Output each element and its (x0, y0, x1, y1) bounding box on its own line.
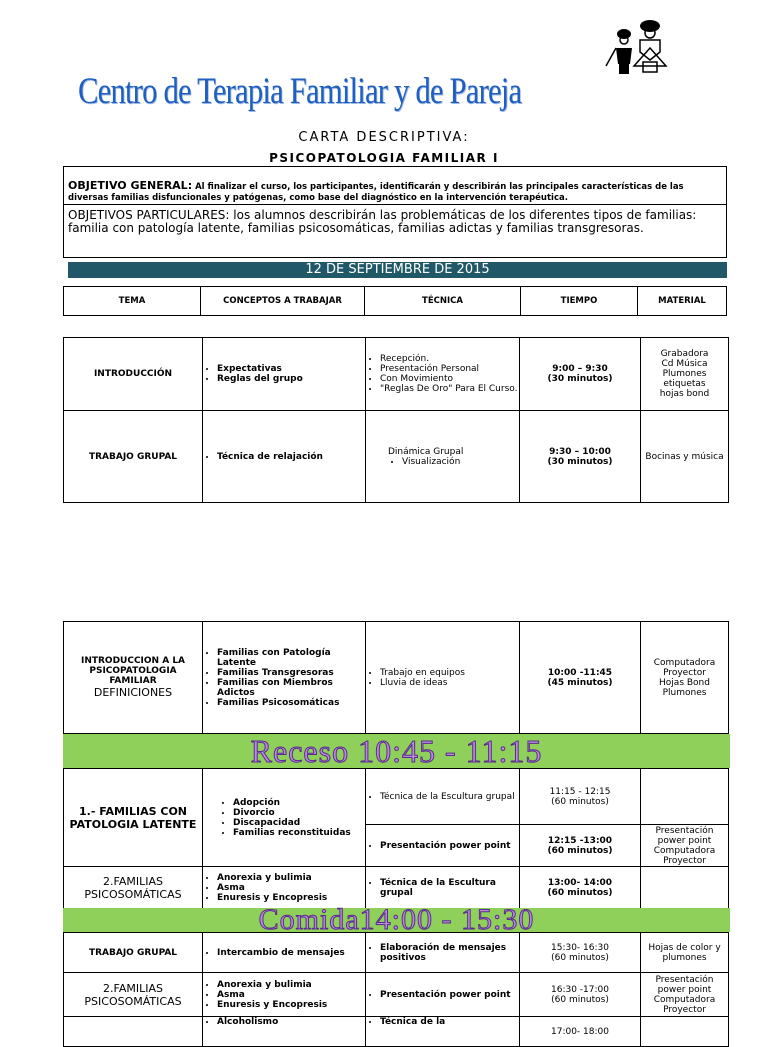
list-item: • Técnica de la (380, 1017, 519, 1027)
tema-line: PSICOSOMÁTICAS (84, 994, 182, 1008)
time-range: 16:30 -17:00 (551, 984, 609, 995)
tecnica-cell (366, 769, 520, 825)
table-row (64, 622, 729, 734)
schedule-table-latente (63, 768, 729, 909)
material-item: Proyector (663, 1004, 706, 1015)
material-item: Presentación (655, 825, 714, 836)
list-item: • Asma (217, 883, 365, 893)
tecnica-cell (366, 933, 520, 973)
material-item: Proyector (663, 855, 706, 866)
tema-cell (64, 867, 203, 909)
particular-objectives (64, 205, 726, 235)
list-item: • Asma (217, 990, 365, 1000)
tecnica-cell (366, 411, 520, 503)
list-item: • Familias reconstituidas (233, 828, 365, 838)
tiempo-cell (520, 769, 641, 825)
material-item: etiquetas (663, 379, 706, 389)
list-item: • Familias Transgresoras (217, 668, 365, 678)
material-item: Bocinas y música (645, 451, 724, 462)
tiempo-cell (520, 825, 641, 867)
material-item: Grabadora (660, 349, 709, 359)
general-objective (64, 167, 726, 205)
material-cell (641, 622, 729, 734)
break-banner (63, 734, 730, 768)
lunch-text: Comida14:00 - 15:30 (258, 903, 535, 936)
material-cell (641, 973, 729, 1017)
time-range: 9:00 – 9:30 (552, 364, 608, 374)
tiempo-cell (520, 933, 641, 973)
col-tiempo: TIEMPO (521, 287, 638, 316)
material-item: Proyector (663, 667, 706, 678)
duration: (45 minutos) (547, 677, 613, 688)
list-item: • Técnica de relajación (217, 452, 365, 462)
table-row (64, 973, 729, 1017)
duration: (30 minutos) (547, 456, 613, 467)
material-item: Cd Música (661, 359, 708, 369)
material-item: Presentación (655, 974, 714, 985)
material-item: Plumones (662, 687, 707, 698)
time-range: 17:00- 18:00 (551, 1027, 609, 1037)
tecnica-cell (366, 973, 520, 1017)
table-row (64, 769, 729, 825)
material-item: Plumones (662, 369, 707, 379)
tiempo-cell (520, 338, 641, 411)
material-cell (641, 867, 729, 909)
tiempo-cell (520, 867, 641, 909)
material-cell (641, 933, 729, 973)
tiempo-cell (520, 411, 641, 503)
time-range: 12:15 -13:00 (547, 835, 613, 846)
tema-line: PSICOSOMÁTICAS (84, 887, 182, 901)
tecnica-title: Dinámica Grupal (388, 446, 464, 457)
list-item: • Familias con Miembros Adictos (217, 678, 365, 698)
duration: (60 minutos) (547, 845, 613, 856)
list-item: • Adopción (233, 798, 365, 808)
tema-cell (64, 769, 203, 867)
tiempo-cell (520, 973, 641, 1017)
material-item: Computadora (653, 994, 716, 1005)
duration: (60 minutos) (551, 796, 609, 807)
conceptos-cell (203, 973, 366, 1017)
list-item: • Elaboración de mensajes positivos (380, 943, 519, 963)
tema-cell: TRABAJO GRUPAL (64, 411, 203, 503)
col-material: MATERIAL (638, 287, 727, 316)
table-row (64, 1017, 729, 1047)
list-item: • Reglas del grupo (217, 374, 365, 384)
list-item: • Técnica de la Escultura grupal (380, 878, 519, 898)
list-item: • "Reglas De Oro" Para El Curso. (380, 384, 519, 394)
conceptos-cell (203, 411, 366, 503)
schedule-table-afternoon (63, 932, 729, 1047)
material-item: Computadora (653, 845, 716, 856)
tema-line: INTRODUCCION A LA (80, 656, 186, 666)
material-item: plumones (662, 952, 707, 963)
list-item: • Enuresis y Encopresis (217, 1000, 365, 1010)
list-item: • Recepción. (380, 354, 519, 364)
col-tecnica: TÉCNICA (365, 287, 521, 316)
tecnica-cell (366, 825, 520, 867)
material-item: Hojas de color y (648, 942, 721, 953)
tema-cell: INTRODUCCIÓN (64, 338, 203, 411)
duration: (60 minutos) (551, 994, 609, 1005)
list-item: • Intercambio de mensajes (217, 948, 365, 958)
conceptos-cell (203, 769, 366, 867)
course-name: PSICOPATOLOGIA FAMILIAR I (269, 151, 499, 165)
conceptos-cell (203, 622, 366, 734)
particular-objectives-text: los alumnos describirán las problemáticas de los diferentes tipos de familias: familia con patología latente, familias psicosomáticas, familias adictas y familias transgresoras. (68, 208, 697, 235)
material-cell (641, 1017, 729, 1047)
list-item: • Lluvia de ideas (380, 678, 519, 688)
list-item: • Presentación power point (380, 990, 519, 1000)
list-item: • Enuresis y Encopresis (217, 893, 365, 903)
tiempo-cell (520, 622, 641, 734)
schedule-table-morning (63, 337, 729, 503)
tema-line: FAMILIAR (109, 676, 157, 686)
center-title: Centro de Terapia Familiar y de Pareja (78, 71, 522, 112)
duration: (30 minutos) (547, 374, 613, 384)
tema-line: PSICOPATOLOGIA (89, 666, 177, 676)
duration: (60 minutos) (547, 887, 613, 898)
list-item: • Familias Psicosomáticas (217, 698, 365, 708)
list-item: • Familias con Patología Latente (217, 648, 365, 668)
break-text: Receso 10:45 - 11:15 (250, 733, 543, 769)
material-cell (641, 825, 729, 867)
tema-cell (64, 973, 203, 1017)
session-date: 12 DE SEPTIEMBRE DE 2015 (68, 262, 727, 278)
tema-cell (64, 1017, 203, 1047)
table-row (64, 338, 729, 411)
material-item: power point (657, 835, 712, 846)
time-range: 13:00- 14:00 (547, 877, 613, 888)
tema-line: 2.FAMILIAS (103, 874, 163, 888)
schedule-table-intro (63, 621, 729, 734)
tema-cell: TRABAJO GRUPAL (64, 933, 203, 973)
table-row (64, 411, 729, 503)
general-objective-label: OBJETIVO GENERAL: (68, 179, 193, 192)
time-range: 10:00 -11:45 (547, 667, 613, 678)
document-type: CARTA DESCRIPTIVA: (298, 130, 470, 145)
conceptos-cell (203, 1017, 366, 1047)
material-item: hojas bond (659, 389, 710, 399)
tecnica-cell (366, 1017, 520, 1047)
objectives-box (63, 166, 727, 258)
list-item: • Alcoholismo (217, 1017, 365, 1027)
tecnica-cell (366, 622, 520, 734)
duration: (60 minutos) (551, 952, 609, 963)
list-item: • Con Movimiento (380, 374, 519, 384)
column-header-table (63, 286, 727, 316)
lunch-banner (63, 903, 730, 936)
list-item: • Técnica de la Escultura grupal (380, 792, 519, 802)
col-tema: TEMA (64, 287, 201, 316)
particular-objectives-label: OBJETIVOS PARTICULARES: (68, 208, 230, 222)
general-objective-text: Al finalizar el curso, los participantes, identificarán y describirán las principales características de las diversas familias disfuncionales y patógenas, como base del diagnóstico en la intervención terapéutica. (68, 182, 684, 203)
list-item: • Discapacidad (233, 818, 365, 828)
conceptos-cell (203, 338, 366, 411)
tecnica-cell (366, 338, 520, 411)
col-conceptos: CONCEPTOS A TRABAJAR (201, 287, 365, 316)
conceptos-cell (203, 933, 366, 973)
tema-line: 2.FAMILIAS (103, 981, 163, 995)
list-item: • Divorcio (233, 808, 365, 818)
time-range: 9:30 – 10:00 (549, 446, 611, 457)
list-item: • Visualización (402, 457, 519, 467)
list-item: • Presentación power point (380, 841, 519, 851)
material-item: Hojas Bond (659, 677, 710, 688)
list-item: • Trabajo en equipos (380, 668, 519, 678)
material-cell (641, 769, 729, 825)
tema-line: 1.- FAMILIAS CON (78, 804, 188, 818)
tema-cell (64, 622, 203, 734)
tema-line: PATOLOGIA LATENTE (69, 817, 197, 831)
material-cell (641, 411, 729, 503)
tiempo-cell (520, 1017, 641, 1047)
time-range: 11:15 - 12:15 (549, 786, 611, 797)
list-item: • Anorexia y bulimia (217, 980, 365, 990)
family-couple-icon (600, 18, 700, 78)
list-item: • Expectativas (217, 364, 365, 374)
material-item: power point (657, 984, 712, 995)
material-cell (641, 338, 729, 411)
list-item: • Anorexia y bulimia (217, 873, 365, 883)
time-range: 15:30- 16:30 (551, 942, 609, 953)
material-item: Computadora (653, 657, 716, 668)
table-row (64, 933, 729, 973)
list-item: • Presentación Personal (380, 364, 519, 374)
tema-subtitle: DEFINICIONES (93, 686, 173, 699)
